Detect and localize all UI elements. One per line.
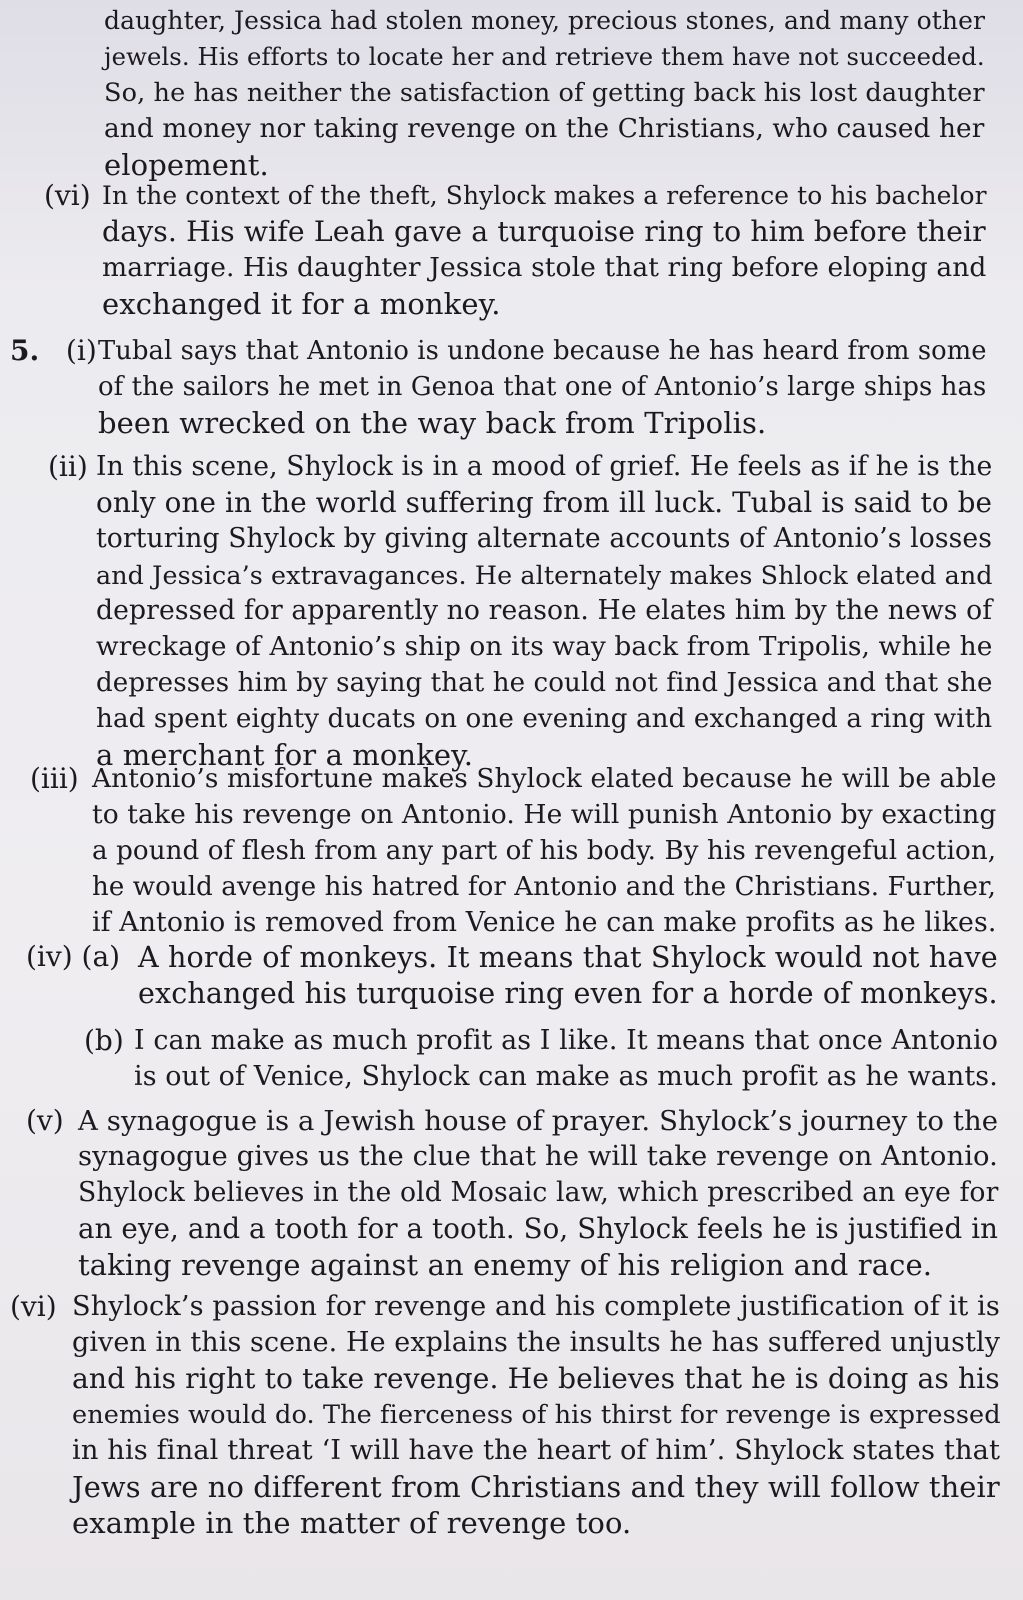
text-line: if Antonio is removed from Venice he can make profits as he likes.: [92, 907, 997, 938]
answer-label: (vi): [10, 1290, 57, 1323]
text-line: In this scene, Shylock is in a mood of grief. He feels as if he is the: [96, 451, 993, 482]
text-line: exchanged his turquoise ring even for a horde of monkeys.: [138, 976, 998, 1010]
text-line: a merchant for a monkey.: [96, 738, 474, 772]
text-line: of the sailors he met in Genoa that one of Antonio’s large ships has: [98, 372, 987, 402]
text-line: daughter, Jessica had stolen money, precious stones, and many other: [104, 6, 986, 35]
text-line: synagogue gives us the clue that he will take revenge on Antonio.: [78, 1141, 998, 1172]
text-line: Shylock believes in the old Mosaic law, which prescribed an eye for: [78, 1177, 999, 1208]
text-line: to take his revenge on Antonio. He will punish Antonio by exacting: [92, 799, 997, 830]
text-line: and money nor taking revenge on the Christians, who caused her: [104, 114, 985, 144]
text-line: an eye, and a tooth for a tooth. So, Shylock feels he is justified in: [78, 1212, 999, 1245]
text-line: elopement.: [104, 148, 269, 182]
text-line: depresses him by saying that he could not find Jessica and that she: [96, 668, 993, 698]
text-line: Antonio’s misfortune makes Shylock elated because he will be able: [92, 764, 997, 794]
text-line: jewels. His efforts to locate her and retrieve them have not succeeded.: [104, 42, 985, 71]
text-line: enemies would do. The fierceness of his thirst for revenge is expressed: [72, 1400, 1001, 1430]
answer-label: (vi): [44, 179, 91, 212]
text-line: Tubal says that Antonio is undone because he has heard from some: [98, 336, 987, 366]
answer-label: 5. (i): [10, 334, 97, 367]
text-line: example in the matter of revenge too.: [72, 1506, 632, 1540]
text-line: torturing Shylock by giving alternate accounts of Antonio’s losses: [96, 523, 992, 554]
text-line: had spent eighty ducats on one evening and exchanged a ring with: [96, 704, 993, 734]
answer-label: (v): [26, 1104, 64, 1137]
text-line: been wrecked on the way back from Tripolis.: [98, 406, 767, 440]
answer-label: (ii): [48, 450, 88, 483]
text-line: days. His wife Leah gave a turquoise ring to him before their: [102, 215, 986, 248]
text-line: In the context of the theft, Shylock makes a reference to his bachelor: [102, 181, 987, 210]
answer-label: (b): [84, 1024, 124, 1057]
text-line: only one in the world suffering from ill luck. Tubal is said to be: [96, 486, 993, 519]
answer-label: (iv) (a): [26, 940, 121, 973]
text-line: marriage. His daughter Jessica stole that ring before eloping and: [102, 252, 987, 283]
answer-label: (iii): [30, 762, 79, 795]
text-line: is out of Venice, Shylock can make as much profit as he wants.: [134, 1061, 998, 1092]
text-line: wreckage of Antonio’s ship on its way back from Tripolis, while he: [96, 631, 993, 662]
text-line: A synagogue is a Jewish house of prayer. Shylock’s journey to the: [78, 1105, 999, 1137]
text-line: a pound of flesh from any part of his body. By his revengeful action,: [92, 836, 997, 866]
text-line: and his right to take revenge. He believes that he is doing as his: [72, 1362, 1000, 1395]
text-line: Shylock’s passion for revenge and his complete justification of it is: [72, 1291, 1000, 1322]
text-line: and Jessica’s extravagances. He alternately makes Shlock elated and: [96, 560, 993, 590]
text-line: depressed for apparently no reason. He elates him by the news of: [96, 595, 993, 626]
text-line: given in this scene. He explains the insults he has suffered unjustly: [72, 1327, 1001, 1358]
text-line: So, he has neither the satisfaction of getting back his lost daughter: [104, 78, 985, 108]
text-line: Jews are no different from Christians and they will follow their: [72, 1470, 1000, 1504]
text-line: in his final threat ‘I will have the heart of him’. Shylock states that: [72, 1435, 1001, 1466]
text-line: exchanged it for a monkey.: [102, 287, 501, 321]
text-line: he would avenge his hatred for Antonio and the Christians. Further,: [92, 872, 997, 902]
text-line: I can make as much profit as I like. It means that once Antonio: [134, 1025, 999, 1056]
text-line: A horde of monkeys. It means that Shylock would not have: [138, 940, 998, 974]
text-line: taking revenge against an enemy of his religion and race.: [78, 1248, 933, 1282]
